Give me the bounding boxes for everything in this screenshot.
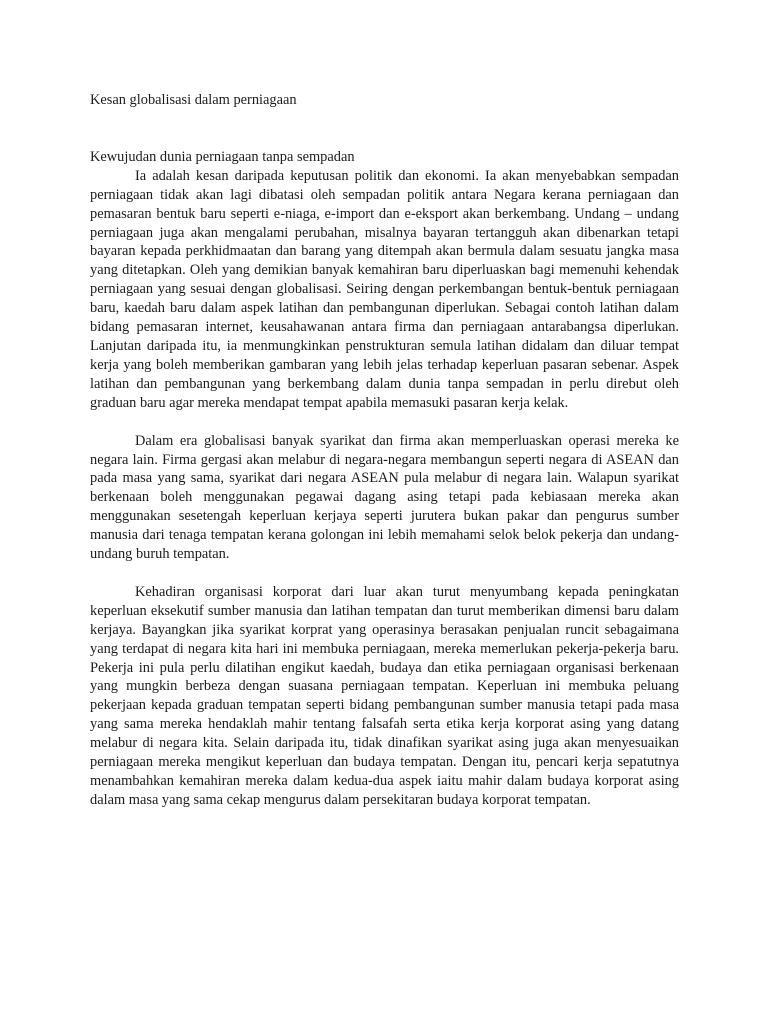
section-heading: Kewujudan dunia perniagaan tanpa sempadan: [90, 148, 355, 165]
document-body: [90, 91, 679, 810]
paragraph-2: Dalam era globalisasi banyak syarikat dan firma akan memperluaskan operasi mereka ke negara lain. Firma gergasi akan melabur di negara-negara membangun seperti negara di ASEAN dan pada masa yang sama, syarikat dari negara ASEAN pula melabur di negara lain. Walapun syarikat berkenaan boleh menggunakan pegawai dagang asing tetapi pada kebiasaan mereka akan menggunakan sesetengah keperluan kerjaya seperti jurutera bukan pakar dan pengurus sumber manusia dari tenaga tempatan kerana golongan ini lebih memahami selok belok pekerja dan undang-undang buruh tempatan.: [90, 432, 679, 563]
paragraph-1: Ia adalah kesan daripada keputusan politik dan ekonomi. Ia akan menyebabkan sempadan perniagaan tidak akan lagi dibatasi oleh sempadan politik antara Negara kerana perniagaan dan pemasaran bentuk baru seperti e-niaga, e-import dan e-eksport akan berkembang. Undang – undang perniagaan juga akan mengalami perubahan, misalnya bayaran tertangguh akan dibenarkan tetapi bayaran kepada perkhidmaatan dan barang yang ditempah akan bermula dalam sesuatu jangka masa yang ditetapkan. Oleh yang demikian banyak kemahiran baru diperluaskan bagi memenuhi kehendak perniagaan yang sesuai dengan globalisasi. Seiring dengan perkembangan bentuk-bentuk perniagaan baru, kaedah baru dalam aspek latihan dan pembangunan diperlukan. Sebagai contoh latihan dalam bidang pemasaran internet, keusahawanan antara firma dan perniagaan antarabangsa diperlukan. Lanjutan daripada itu, ia menmungkinkan penstrukturan semula latihan didalam dan diluar tempat kerja yang boleh memberikan gambaran yang lebih jelas terhadap keperluan pasaran sebenar. Aspek latihan dan pembangunan yang berkembang dalam dunia tanpa sempadan in perlu direbut oleh graduan baru agar mereka mendapat tempat apabila memasuki pasaran kerja kelak.: [90, 167, 679, 411]
paragraph-3: Kehadiran organisasi korporat dari luar akan turut menyumbang kepada peningkatan keperluan eksekutif sumber manusia dan latihan tempatan dan turut memberikan dimensi baru dalam kerjaya. Bayangkan jika syarikat korprat yang operasinya berasakan penjualan runcit sebagaimana yang terdapat di negara kita hari ini membuka perniagaan, mereka memerlukan pekerja-pekerja baru. Pekerja ini pula perlu dilatihan engikut kaedah, budaya dan etika perniagaan organisasi berkenaan yang mungkin berbeza dengan suasana perniagaan tempatan. Keperluan ini membuka peluang pekerjaan kepada graduan tempatan seperti bidang pembangunan sumber manusia tetapi pada masa yang sama mereka hendaklah mahir tentang falsafah serta etika kerja korporat asing yang datang melabur di negara kita. Selain daripada itu, tidak dinafikan syarikat asing juga akan menyesuaikan perniagaan mereka mengikut keperluan dan budaya tempatan. Dengan itu, pencari kerja sepatutnya menambahkan kemahiran mereka dalam kedua-dua aspek iaitu mahir dalam budaya korporat asing dalam masa yang sama cekap mengurus dalam persekitaran budaya korporat tempatan.: [90, 583, 679, 808]
document-title: Kesan globalisasi dalam perniagaan: [90, 92, 297, 108]
